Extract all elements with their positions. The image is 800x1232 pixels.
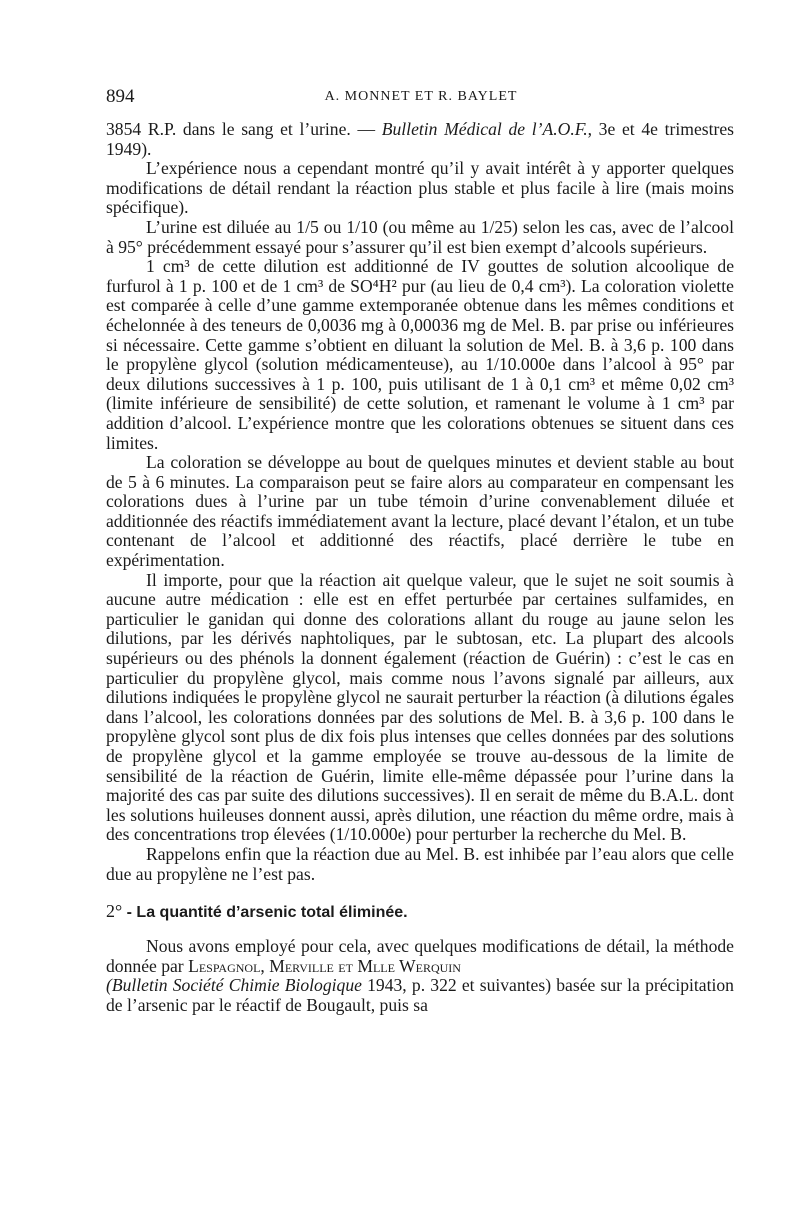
running-head: A. MONNET ET R. BAYLET (324, 89, 518, 104)
paragraph: Il importe, pour que la réaction ait quelque valeur, que le sujet ne soit soumis à aucune autre médication : elle est en effet perturbée par certaines sulfamides, en particulier le ganidan qui donne des colorations allant du rouge au jaune selon les dilutions, par les dérivés naphtoliques, par le subtosan, etc. La plupart des alcools supérieurs ou des phénols la donnent également (réaction de Guérin) : c’est le cas en particulier du propylène glycol, mais comme nous l’avons signalé par ailleurs, aux dilutions indiquées le propylène glycol ne saurait perturber la réaction (à dilutions égales dans l’alcool, les colorations données par des solutions de Mel. B. à 3,6 p. 100 dans le propylène glycol sont plus de dix fois plus intenses que celles données par des solutions de propylène glycol et la gamme employée se trouve au-dessous de la limite de sensibilité de la réaction de Guérin, limite elle-même dépassée pour l’urine dans la majorité des cas par suite des dilutions successives). Il en serait de même du B.A.L. dont les solutions huileuses donnent aussi, après dilution, une réaction du même ordre, mais à des concentrations trop élevées (1/10.000e) pour perturber la recherche du Mel. B. (106, 569, 734, 845)
journal-reference: Bulletin Médical de l’A.O.F. (381, 119, 588, 139)
paragraph: Rappelons enfin que la réaction due au Mel. B. est inhibée par l’eau alors que celle due au propylène ne l’est pas. (106, 843, 734, 884)
paragraph: L’expérience nous a cependant montré qu’il y avait intérêt à y apporter quelques modifications de détail rendant la réaction plus stable et plus facile à lire (mais moins spécifique). (106, 158, 734, 218)
author-names: Lespagnol, Merville et Mlle Werquin (188, 955, 461, 976)
paragraph-text: 1943, p. 322 et suivantes) basée sur la précipitation de l’arsenic par le réactif de Bougault, puis sa (106, 975, 734, 1015)
paragraph-text: Nous avons employé pour cela, avec quelques modifications de détail, la méthode donnée par (106, 936, 734, 976)
paragraph: L’urine est diluée au 1/5 ou 1/10 (ou même au 1/25) selon les cas, avec de l’alcool à 95° précédemment essayé pour s’assurer qu’il est bien exempt d’alcools supérieurs. (106, 216, 734, 257)
section-title: - La quantité d’arsenic total éliminée. (122, 904, 408, 922)
page-number: 894 (106, 86, 135, 107)
paragraph-text: , 3e et 4e trimestres 1949). (106, 119, 734, 159)
paragraph-text: 3854 R.P. dans le sang et l’urine. — (106, 119, 382, 139)
section-heading (106, 901, 734, 923)
paragraph: 1 cm³ de cette dilution est additionné de IV gouttes de solution alcoolique de furfurol à 1 p. 100 et de 1 cm³ de SO⁴H² pur (au lieu de 0,4 cm³). La coloration violette est comparée à celle d’une gamme extemporanée obtenue dans les mêmes conditions et échelonnée à des teneurs de 0,0036 mg à 0,00036 mg de Mel. B. par prise ou inférieures si nécessaire. Cette gamme s’obtient en diluant la solution de Mel. B. à 3,6 p. 100 dans le propylène glycol (solution médicamenteuse), au 1/10.000e dans l’alcool à 95° par deux dilutions successives à 1 p. 100, puis utilisant de 1 à 0,1 cm³ et même 0,02 cm³ (limite inférieure de sensibilité) de cette solution, et ramenant le volume à 1 cm³ par addition d’alcool. L’expérience montre que les colorations obtenues se situent dans ces limites. (106, 256, 734, 453)
paragraph: La coloration se développe au bout de quelques minutes et devient stable au bout de 5 à 6 minutes. La comparaison peut se faire alors au comparateur en compensant les colorations dues à l’urine par un tube témoin d’urine convenablement diluée et additionnée des réactifs immédiatement avant la lecture, placé devant l’étalon, et un tube contenant de l’alcool et additionné des réactifs, placé derrière le tube en expérimentation. (106, 452, 734, 571)
paragraph-continuation (106, 120, 734, 159)
body-text (106, 120, 734, 1016)
paragraph (106, 937, 734, 1015)
page-header (106, 86, 736, 110)
section-number: 2° (106, 901, 123, 922)
journal-reference: (Bulletin Société Chimie Biologique (106, 975, 362, 996)
